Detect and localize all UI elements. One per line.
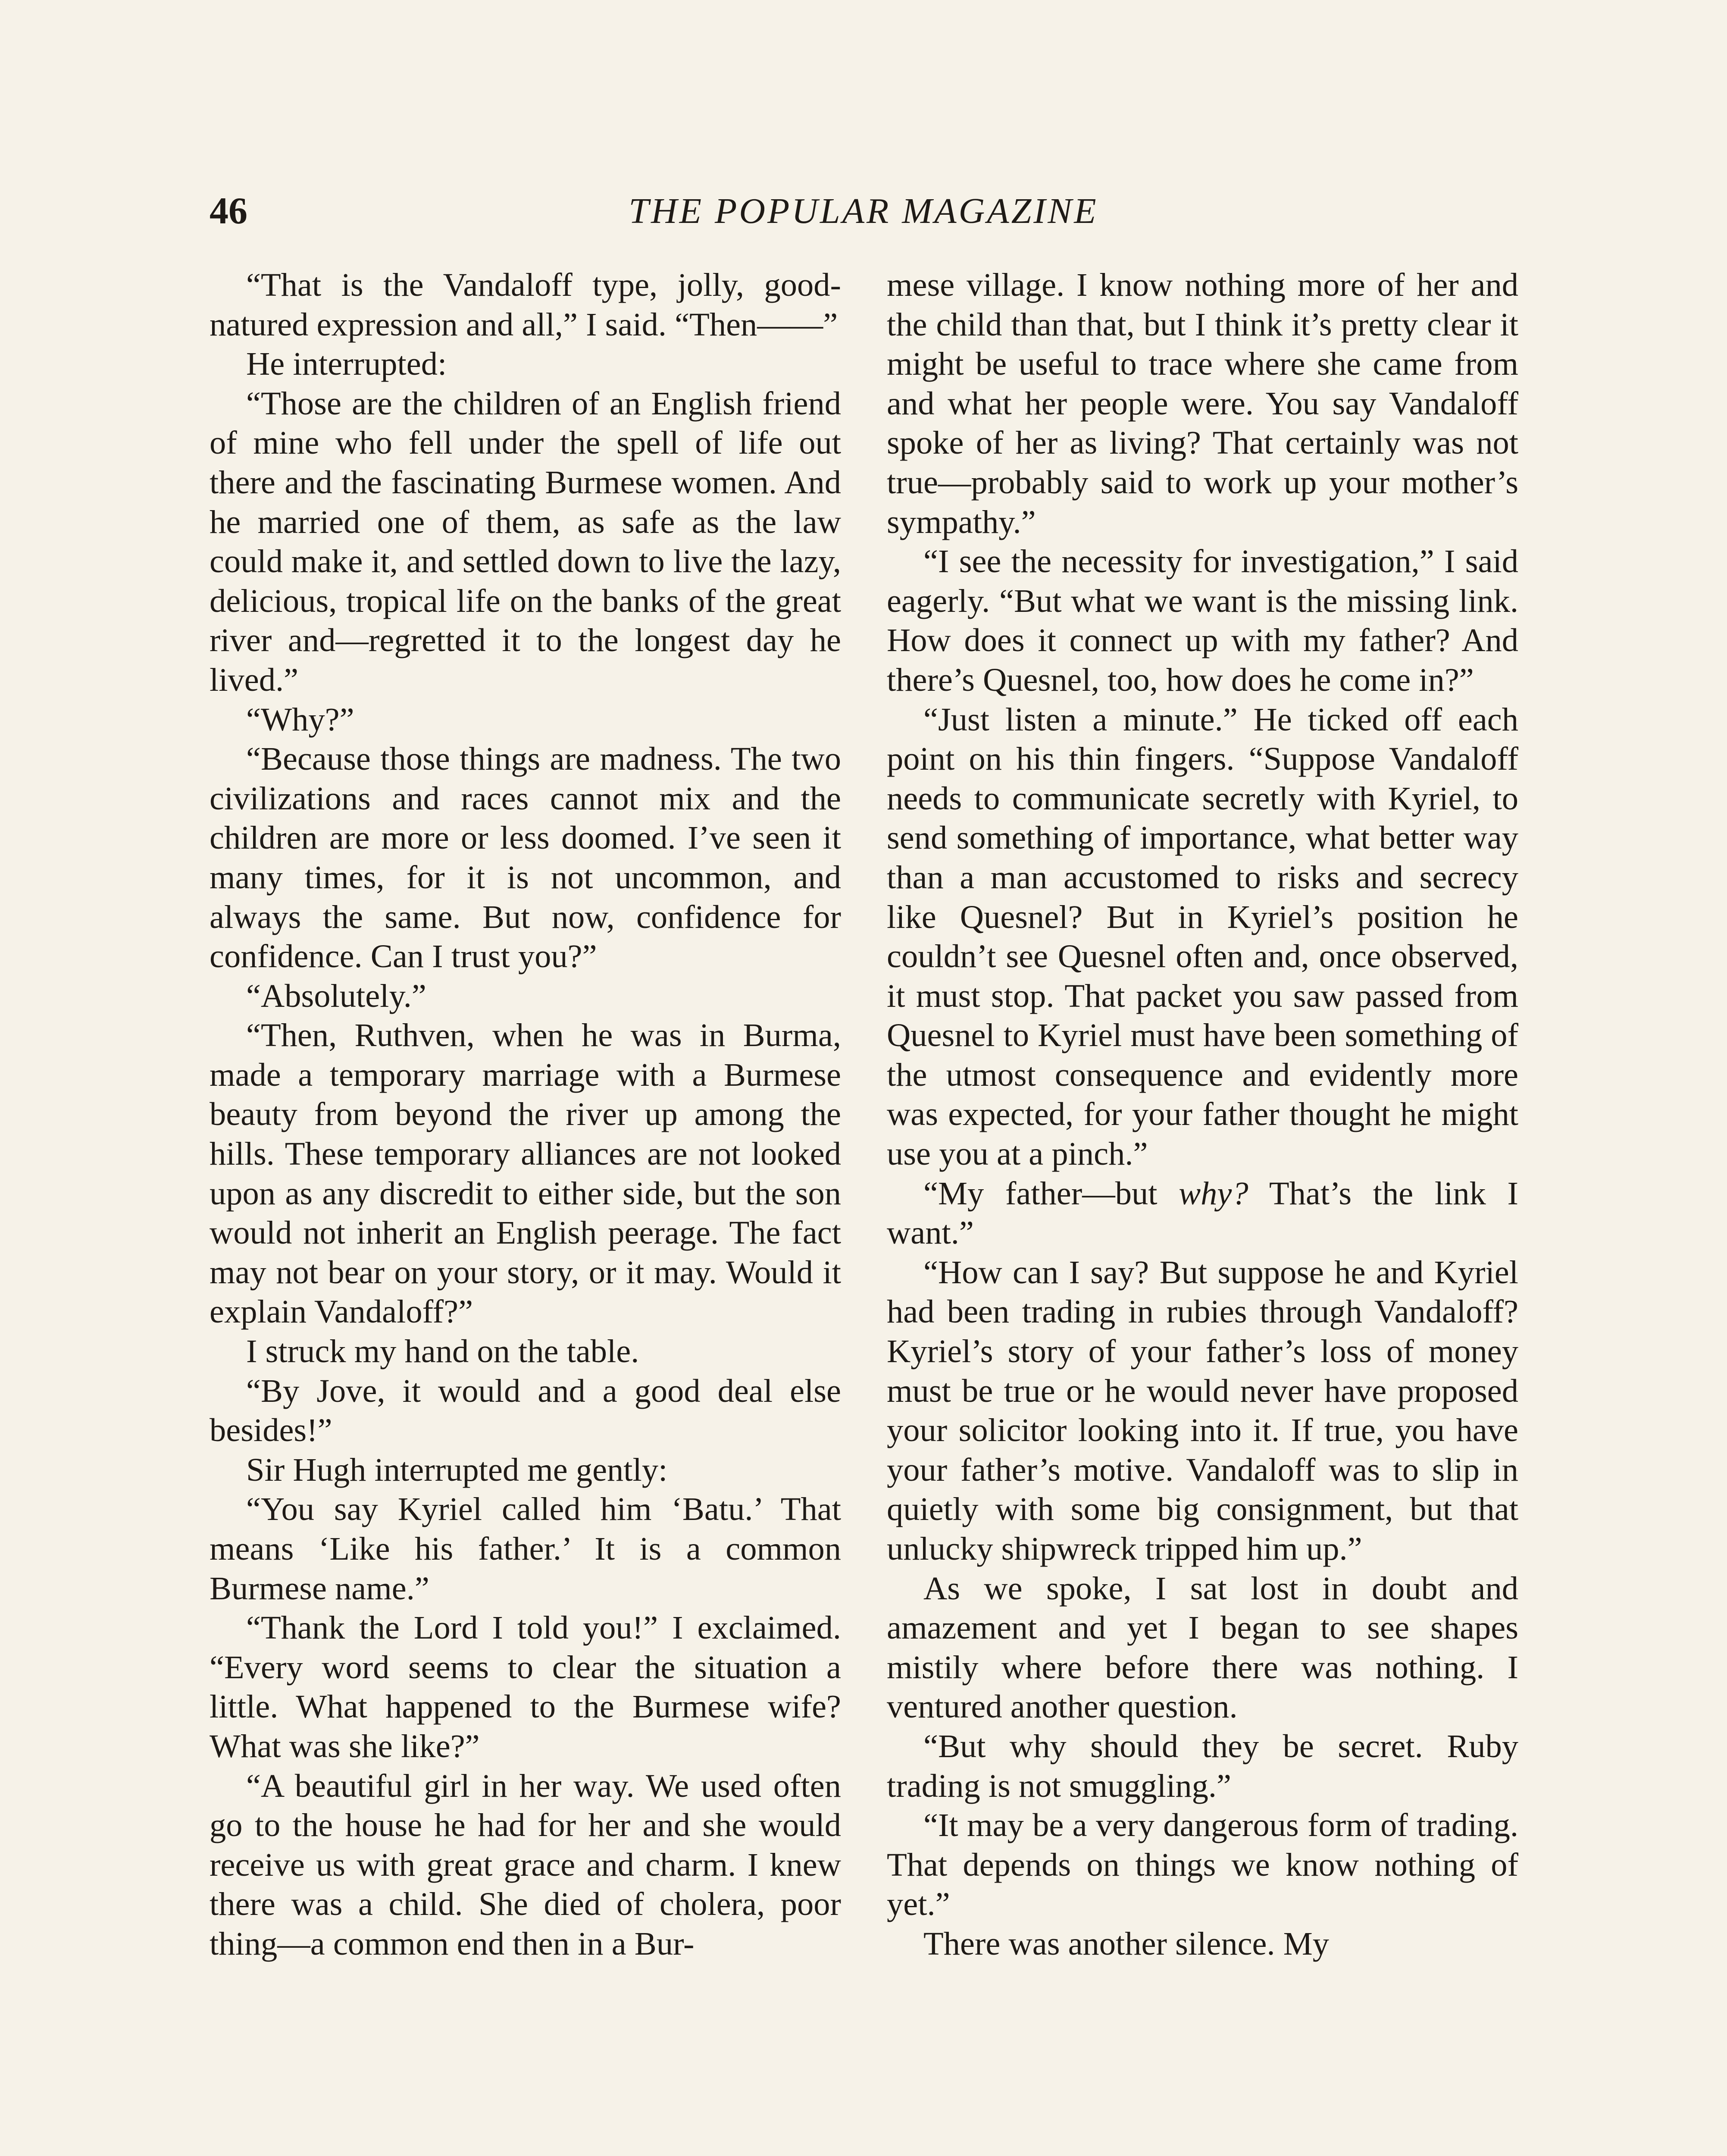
paragraph: “Thank the Lord I told you!” I exclaimed. “Every word seems to clear the situation a little. What happened to the Burmese wife? What was she like?” (210, 1609, 841, 1764)
paragraph: “Because those things are madness. The two civilizations and races cannot mix and the children are more or less doomed. I’ve seen it many times, for it is not uncommon, and always the same. But now, confidence for confidence. Can I trust you?” (210, 740, 841, 975)
text-column-left (210, 265, 841, 1964)
paragraph: “A beautiful girl in her way. We used often go to the house he had for her and she would receive us with great grace and charm. I knew there was a child. She died of cholera, poor thing—a common end then in a Bur- (210, 1767, 841, 1962)
paragraph: “You say Kyriel called him ‘Batu.’ That means ‘Like his father.’ It is a common Burmese name.” (210, 1491, 841, 1607)
paragraph: “Why?” (246, 701, 354, 738)
paragraph: There was another silence. My (923, 1925, 1330, 1962)
paragraph: “But why should they be secret. Ruby trading is not smuggling.” (887, 1727, 1518, 1804)
paragraph: “That is the Vandaloff type, jolly, good-natured expression and all,” I said. “Then——” (210, 266, 841, 343)
paragraph: He interrupted: (246, 345, 447, 382)
page-number: 46 (210, 190, 247, 232)
running-title: THE POPULAR MAGAZINE (629, 191, 1098, 231)
paragraph: “By Jove, it would and a good deal else besides!” (210, 1372, 841, 1449)
paragraph: “Then, Ruthven, when he was in Burma, made a temporary marriage with a Burmese beauty from beyond the river up among the hills. These temporary alliances are not looked upon as any discredit to either side, but the son would not inherit an English peerage. The fact may not bear on your story, or it may. Would it explain Vandaloff?” (210, 1017, 841, 1330)
running-header (0, 185, 1727, 237)
paragraph: Sir Hugh interrupted me gently: (246, 1451, 668, 1488)
paragraph: As we spoke, I sat lost in doubt and amazement and yet I began to see shapes mistily where before there was nothing. I ventured another question. (887, 1570, 1518, 1725)
paragraph: mese village. I know nothing more of her and the child than that, but I think it’s pretty clear it might be useful to trace where she came from and what her people were. You say Vandaloff spoke of her as living? That certainly was not true—probably said to work up your mother’s sympathy.” (887, 266, 1518, 540)
paragraph: “Absolutely.” (246, 977, 426, 1014)
paragraph: “I see the necessity for investigation,” I said eagerly. “But what we want is the missing link. How does it connect up with my father? And there’s Quesnel, too, how does he come in?” (887, 543, 1518, 698)
paragraph: “It may be a very dangerous form of trading. That depends on things we know nothing of yet.” (887, 1807, 1518, 1923)
paragraph: “Those are the children of an English friend of mine who fell under the spell of life out there and the fascinating Burmese women. And he married one of them, as safe as the law could make it, and settled down to live the lazy, delicious, tropical life on the banks of the great river and—regretted it to the longest day he lived.” (210, 385, 841, 698)
paragraph: “My father—but why? That’s the link I want.” (887, 1175, 1518, 1251)
paragraph: “How can I say? But suppose he and Kyriel had been trading in rubies through Vandaloff? Kyriel’s story of your father’s loss of money must be true or he would never have proposed your solicitor looking into it. If true, you have your father’s motive. Vandaloff was to slip in quietly with some big consignment, but that unlucky shipwreck tripped him up.” (887, 1253, 1518, 1567)
paragraph: “Just listen a minute.” He ticked off each point on his thin fingers. “Suppose Vandaloff needs to communicate secretly with Kyriel, to send something of importance, what better way than a man accustomed to risks and secrecy like Quesnel? But in Kyriel’s position he couldn’t see Quesnel often and, once observed, it must stop. That packet you saw passed from Quesnel to Kyriel must have been something of the utmost consequence and evidently more was expected, for your father thought he might use you at a pinch.” (887, 701, 1518, 1172)
emphasis: why? (1179, 1175, 1248, 1212)
paragraph: I struck my hand on the table. (246, 1333, 639, 1370)
text-column-right (887, 265, 1518, 1964)
